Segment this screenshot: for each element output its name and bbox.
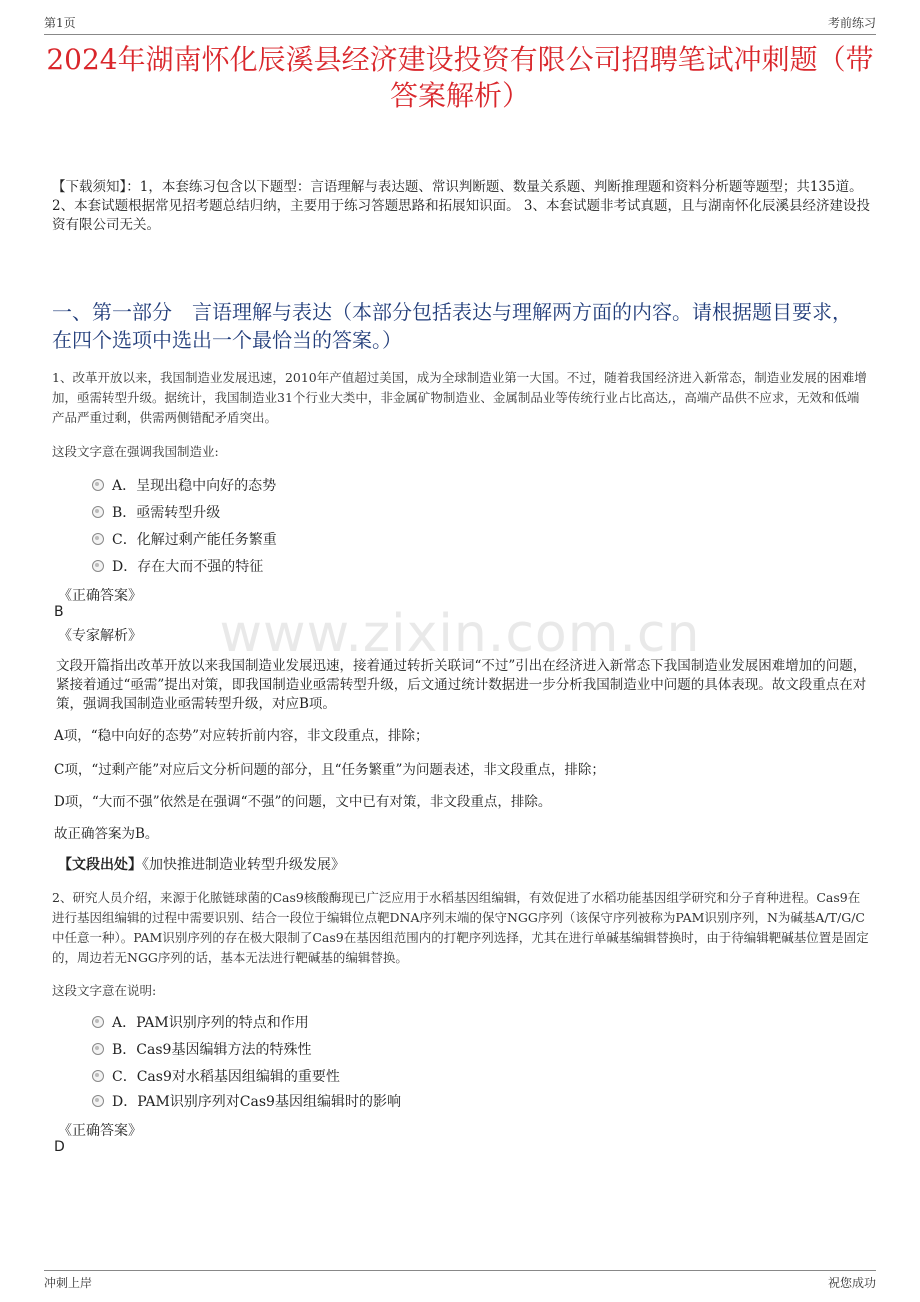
question-1-stem: 这段文字意在强调我国制造业: <box>52 444 219 459</box>
analysis-line-a: A项，“稳中向好的态势”对应转折前内容，非文段重点，排除； <box>54 728 429 744</box>
footer-right: 祝您成功 <box>827 1276 876 1290</box>
option-label: C．Cas9对水稻基因组编辑的重要性 <box>112 1069 340 1085</box>
answer-label: 《正确答案》 <box>58 588 142 604</box>
option-label: A．PAM识别序列的特点和作用 <box>112 1015 309 1031</box>
q1-option-b[interactable] <box>92 502 220 524</box>
analysis-line-c: C项，“过剩产能”对应后文分析问题的部分，且“任务繁重”为问题表述，非文段重点，排除； <box>54 762 605 778</box>
radio-icon[interactable] <box>92 1043 104 1055</box>
source-title: 《加快推进制造业转型升级发展》 <box>142 857 345 873</box>
question-1-text: 1、改革开放以来，我国制造业发展迅速，2010年产值超过美国，成为全球制造业第一大国。不过，随着我国经济进入新常态，制造业发展的困难增加，亟需转型升级。据统计，我国制造业31个行业大类中，非金属矿物制造业、金属制品业等传统行业占比高达,，高端产品供不应求，无效和低端产品严重过剩，供需两侧错配矛盾突出。 <box>52 370 867 425</box>
answer-label: 《正确答案》 <box>58 1123 142 1139</box>
source-citation <box>58 854 345 874</box>
question-2-stem: 这段文字意在说明: <box>52 983 157 998</box>
document-title: 2024年湖南怀化辰溪县经济建设投资有限公司招聘笔试冲刺题（带答案解析） <box>46 43 874 112</box>
radio-icon[interactable] <box>92 560 104 572</box>
analysis-text: 文段开篇指出改革开放以来我国制造业发展迅速，接着通过转折关联词“不过”引出在经济进入新常态下我国制造业发展困难增加的问题，紧接着通过“亟需”提出对策，即我国制造业亟需转型升级，后文通过统计数据进一步分析我国制造业中问题的具体表现。故文段重点在对策，强调我国制造业亟需转型升级，对应B项。 <box>56 658 867 712</box>
q2-option-c[interactable] <box>92 1066 340 1088</box>
radio-icon[interactable] <box>92 1095 104 1107</box>
analysis-label: 《专家解析》 <box>58 628 142 644</box>
option-label: B．亟需转型升级 <box>112 505 221 521</box>
q2-option-a[interactable] <box>92 1012 309 1034</box>
section-heading: 一、第一部分 言语理解与表达（本部分包括表达与理解两方面的内容。请根据题目要求，在四个选项中选出一个最恰当的答案。） <box>52 300 852 352</box>
watermark: www.zixin.com.cn <box>219 604 701 664</box>
radio-icon[interactable] <box>92 479 104 491</box>
source-label: 【文段出处】 <box>58 857 142 873</box>
q1-option-d[interactable] <box>92 556 263 578</box>
analysis-conclusion: 故正确答案为B。 <box>54 826 159 842</box>
radio-icon[interactable] <box>92 533 104 545</box>
download-notice: 【下载须知】：1，本套练习包含以下题型：言语理解与表达题、常识判断题、数量关系题、判断推理题和资料分析题等题型；共135道。 2、本套试题根据常见招考题总结归纳，主要用于练习答题思路和拓展知识面。 3、本套试题非考试真题，且与湖南怀化辰溪县经济建设投资有限公司无关。 <box>52 179 870 233</box>
option-label: B．Cas9基因编辑方法的特殊性 <box>112 1042 312 1058</box>
header-tag: 考前练习 <box>827 16 876 30</box>
q1-option-c[interactable] <box>92 529 277 551</box>
question-2-text: 2、研究人员介绍，来源于化脓链球菌的Cas9核酸酶现已广泛应用于水稻基因组编辑，有效促进了水稻功能基因组学研究和分子育种进程。Cas9在进行基因组编辑的过程中需要识别、结合一段位于编辑位点靶DNA序列末端的保守NGG序列（该保守序列被称为PAM识别序列，N为碱基A/T/G/C中任意一种）。PAM识别序列的存在极大限制了Cas9在基因组范围内的打靶序列选择，尤其在进行单碱基编辑替换时，由于待编辑靶碱基位置是固定的，周边若无NGG序列的话，基本无法进行靶碱基的编辑替换。 <box>52 890 869 965</box>
radio-icon[interactable] <box>92 1070 104 1082</box>
option-label: A．呈现出稳中向好的态势 <box>112 478 277 494</box>
page-footer <box>44 1270 876 1293</box>
option-label: D．存在大而不强的特征 <box>112 559 264 575</box>
radio-icon[interactable] <box>92 1016 104 1028</box>
analysis-line-d: D项，“大而不强”依然是在强调“不强”的问题，文中已有对策，非文段重点，排除。 <box>54 794 552 810</box>
q2-option-d[interactable] <box>92 1091 401 1113</box>
option-label: D．PAM识别序列对Cas9基因组编辑时的影响 <box>112 1094 401 1110</box>
answer-value: D <box>54 1139 65 1155</box>
q1-option-a[interactable] <box>92 475 276 497</box>
page-header <box>44 14 876 35</box>
option-label: C．化解过剩产能任务繁重 <box>112 532 277 548</box>
page-number: 第1页 <box>44 16 76 30</box>
q2-option-b[interactable] <box>92 1039 311 1061</box>
answer-value: B <box>54 604 64 620</box>
footer-left: 冲刺上岸 <box>44 1276 93 1290</box>
radio-icon[interactable] <box>92 506 104 518</box>
